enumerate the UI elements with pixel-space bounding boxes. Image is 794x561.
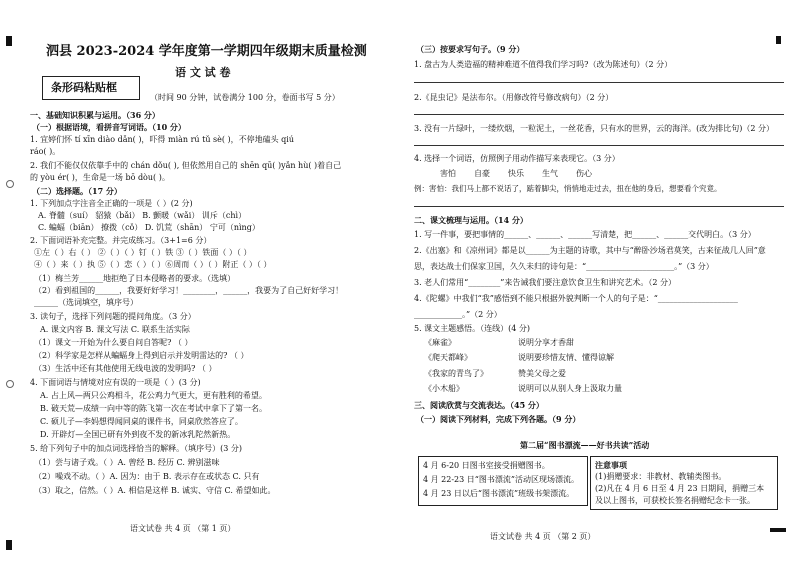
- page-footer: 语文试卷 共 4 页 （第 2 页）: [490, 532, 596, 541]
- word-choice: 自豪: [474, 169, 490, 178]
- fill-row: ①左（ ）右（ ） ②（ ）（ ）钉（ ）铁 ③（ ）铁面（ ）（ ）: [34, 248, 252, 257]
- match-right-item: 说明要珍惜友情、懂得谅解: [518, 353, 614, 362]
- match-right-item: 说明可以从别人身上汲取力量: [518, 384, 622, 393]
- option-line: A. 占上风—两只公鸡相斗，花公鸡力气更大，更有胜利的希望。: [40, 391, 267, 400]
- exam-subtitle: 语 文 试 卷: [175, 66, 231, 79]
- pinyin-line: 2. 我们不能仅仅依靠手中的 chán dǒu( ), 但依然用自己的 shēn qū( )yǎn hù( )着自己: [30, 161, 342, 170]
- option-line: A. 课文内容 B. 课文写法 C. 联系生活实际: [40, 325, 190, 334]
- subsection-heading: （三）按要求写句子。（9 分）: [416, 44, 525, 54]
- question-line: ____________。”（2 分）: [414, 310, 502, 319]
- fill-sub: （2）看到祖国的______，我要好好学习！________，______，我要为了自己好好学习！: [34, 286, 344, 295]
- right-page: [400, 0, 794, 561]
- question-line: 3. 读句子，选择下列问题的提问角度。（3 分）: [30, 312, 196, 321]
- answer-line: [414, 82, 784, 83]
- exam-title: 泗县 2023-2024 学年度第一学期四年级期末质量检测: [46, 44, 367, 59]
- exam-info: （时间 90 分钟，试卷满分 100 分，卷面书写 5 分）: [150, 93, 340, 102]
- fill-row: ④（ ）来（ ）执 ⑤（ ）恋（ ）（ ）⑥周而（ ）（ ）附正（ ）（ ）: [34, 260, 272, 269]
- binding-hole: [6, 380, 14, 388]
- barcode-label: 条形码粘贴框: [51, 81, 117, 94]
- subsection-heading: （一）阅读下列材料，完成下列各题。（9 分）: [416, 414, 581, 424]
- option-line: B. 破天荒—成绩一向中等的陈飞第一次在考试中拿下了第一名。: [40, 404, 267, 413]
- section-heading: 三、阅读欣赏与交流表达。（45 分）: [414, 400, 544, 410]
- barcode-box: [42, 76, 140, 100]
- question-line: 5. 课文主题感悟。（连线）(4 分): [414, 324, 531, 333]
- match-left-item: 《爬天都峰》: [424, 353, 472, 362]
- section-heading: 一、基础知识积累与运用。（36 分）: [30, 110, 160, 120]
- subsection-heading: （二）选择题。（17 分）: [32, 186, 122, 196]
- answer-line: [414, 145, 784, 146]
- section-heading: 二、课文梳理与运用。（14 分）: [414, 215, 528, 225]
- binding-hole: [6, 180, 14, 188]
- match-left-item: 《小木船》: [424, 384, 464, 393]
- word-choice: 伤心: [576, 169, 592, 178]
- schedule-item: 4 月 23 日以后“图书漂流”班级书架漂流。: [423, 489, 575, 498]
- activity-schedule-box: [418, 456, 588, 506]
- option-line: A. 脊髓（suí） 貂猿（bǎi） B. 颤暖（wǎi） 训斥（chì）: [38, 211, 247, 220]
- option-line: C. 蝙蝠（biān） 撩拨（cǒ） D. 饥荒（shān） 宁可（nìng）: [38, 223, 260, 232]
- match-right-item: 说明分享才香甜: [518, 338, 574, 347]
- question-line: 1. 下列加点字注音全正确的一项是（ ）(2 分): [30, 199, 193, 208]
- pinyin-line: 的 yòu ér( )，生命是一场 bō dòu( )。: [30, 173, 170, 182]
- question-item: （2）噪戏不动。（ ）A. 因为：由于 B. 表示存在或状态 C. 只有: [34, 472, 260, 481]
- page-footer: 语文试卷 共 4 页 （第 1 页）: [130, 524, 236, 533]
- question-line: 3. 老人们常用“________”来告诫我们要注意饮食卫生和讲究艺术。（2 分）: [414, 278, 676, 287]
- word-choice: 快乐: [508, 169, 524, 178]
- notice-title: 注意事项: [595, 460, 627, 470]
- question-item: （3）生活中还有其他使用无线电波的发明吗? （ ）: [34, 364, 217, 373]
- example-sentence: 例：害怕：我们马上都不说话了，踮着脚尖，悄悄地走过去，扭在他的身后，想要看个究竟。: [414, 184, 722, 193]
- match-left-item: 《我家的青鸟了》: [424, 369, 488, 378]
- pinyin-line: 1. 宜婷们怀 tí xīn diào dǎn( )，吓得 miàn rú tǔ sè( )，不停地磕头 qiú: [30, 135, 295, 144]
- notice-item: (2)凡在 4 月 6 日至 4 月 23 日期间，捐赠三本: [595, 484, 765, 493]
- question-item: （1）课文一开始为什么要自问自答呢? （ ）: [34, 338, 193, 347]
- question-line: 1. 写一件事，要把事情的______、______、______写清楚，把______、______交代明白。（3 分）: [414, 230, 756, 239]
- word-choice: 生气: [542, 169, 558, 178]
- registration-mark: [6, 36, 12, 46]
- pinyin-line: ráo( )。: [30, 147, 61, 156]
- question-line: 2.《出塞》和《凉州词》都是以______为主题的诗歌，其中与“醉卧沙场君莫笑，古来征战几人回”意: [414, 246, 766, 255]
- question-item: （1）尝与诸子戏。（ ）A. 曾经 B. 经历 C. 辨别滋味: [34, 458, 220, 467]
- registration-mark: [776, 36, 781, 44]
- notice-item: (1)捐赠要求：非教材、教辅类图书。: [595, 472, 727, 481]
- match-left-item: 《麻雀》: [424, 338, 456, 347]
- fill-sub: （1）梅兰芳______地拒绝了日本侵略者的要求。（选填）: [34, 274, 236, 283]
- question-line: 1. 盘古为人类造福的精神难道不值得我们学习吗?（改为陈述句）（2 分）: [414, 60, 673, 69]
- option-line: D. 开辟灯—全国已研有外到夜不发的新冰乳陀然新热。: [40, 430, 236, 439]
- answer-line: [414, 206, 784, 207]
- registration-mark: [6, 540, 12, 550]
- notice-box: [590, 456, 778, 510]
- question-line: 2.《昆虫记》是法布尔。（用修改符号修改病句）（2 分）: [414, 93, 614, 102]
- question-line: 5. 给下列句子中的加点词选择恰当的解释。（填序号）(3 分): [30, 444, 243, 453]
- question-line: 思，表达战士们保家卫国，久久未归的诗句是：“______________________。”（3 分）: [414, 262, 714, 271]
- question-line: 4. 选择一个词语，仿照例子用动作描写来表现它。（3 分）: [414, 154, 620, 163]
- fill-sub: ______（选词填空，填序号）: [34, 298, 138, 307]
- question-item: （2）科学家是怎样从蝙蝠身上得到启示并发明雷达的? （ ）: [34, 351, 249, 360]
- notice-item: 及以上图书，可获校长签名捐赠纪念卡一张。: [595, 496, 755, 505]
- match-right-item: 赞美父母之爱: [518, 369, 566, 378]
- question-line: 3. 没有一片绿叶，一缕炊烟，一粒泥土，一丝花香，只有水的世界，云的海洋。(改为排比句)（2 分）: [414, 124, 775, 133]
- activity-title: 第二届“图书漂流——好书共读”活动: [520, 440, 650, 450]
- answer-line: [414, 114, 784, 115]
- question-line: 4.《陀螺》中我们“我”感悟到不能只根据外貌判断一个人的句子是：“____________________: [414, 294, 738, 303]
- question-line: 2. 下面词语补充完整。并完成练习。（3+1=6 分）: [30, 236, 212, 245]
- registration-mark: [770, 528, 786, 532]
- schedule-item: 4 月 6-20 日图书室接受捐赠图书。: [423, 461, 550, 470]
- option-line: C. 硕儿子—李妈想得闻同桌的课件书，同桌欣然答应了。: [40, 417, 243, 426]
- question-item: （3）取之，信然。（ ）A. 相信是这样 B. 诚实、守信 C. 希望如此。: [34, 486, 276, 495]
- word-choice: 害怕: [440, 169, 456, 178]
- schedule-item: 4 月 22-23 日“图书漂流”活动区现场漂流。: [423, 475, 579, 484]
- subsection-heading: （一）根据语境，看拼音写词语。（10 分）: [32, 122, 186, 132]
- question-line: 4. 下面词语与情境对应有误的一项是（ ）(3 分): [30, 378, 201, 387]
